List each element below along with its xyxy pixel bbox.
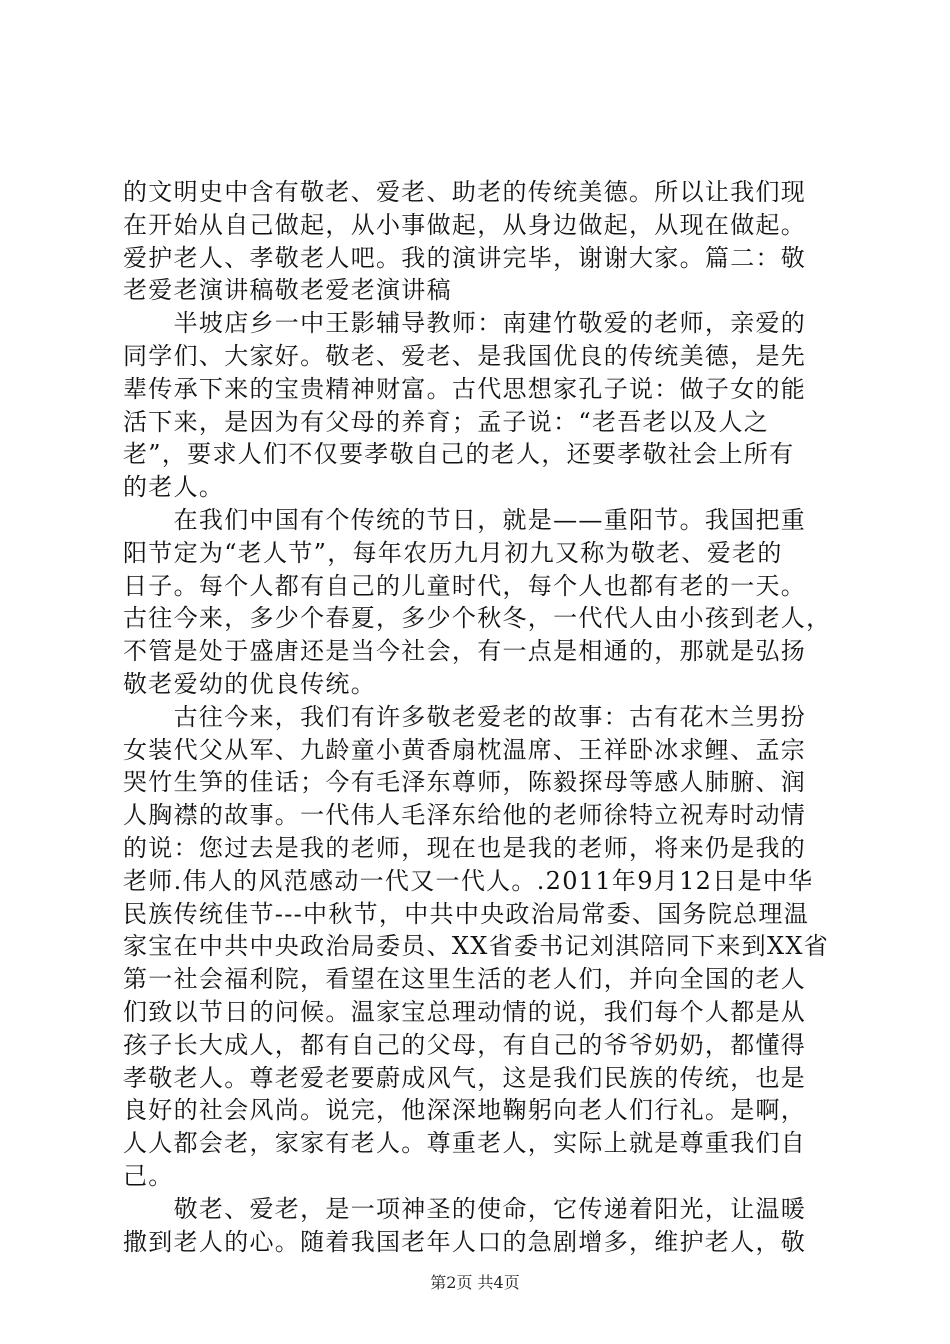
page-footer — [0, 1270, 950, 1293]
text-line: 敬老爱幼的优良传统。 — [123, 669, 376, 698]
text-line: 在开始从自己做起，从小事做起，从身边做起，从现在做起。 — [123, 210, 807, 239]
text-line: 老爱老演讲稿敬老爱老演讲稿 — [123, 276, 452, 305]
text-line: 撒到老人的心。随着我国老年人口的急剧增多，维护老人，敬 — [123, 1227, 807, 1256]
text-line: 敬老、爱老，是一项神圣的使命，它传递着阳光，让温暖 — [123, 1194, 807, 1223]
text-line: 民族传统佳节---中秋节，中共中央政治局常委、国务院总理温 — [123, 899, 810, 928]
text-line: 同学们、大家好。敬老、爱老、是我国优良的传统美德，是先 — [123, 341, 807, 370]
text-line: 活下来，是因为有父母的养育；孟子说：“老吾老以及人之 — [123, 407, 770, 436]
text-line: 辈传承下来的宝贵精神财富。古代思想家孔子说：做子女的能 — [123, 374, 807, 403]
text-line: 半坡店乡一中王影辅导教师：南建竹敬爱的老师，亲爱的 — [123, 309, 807, 338]
text-line: 爱护老人、孝敬老人吧。我的演讲完毕，谢谢大家。篇二：敬 — [123, 243, 807, 272]
text-line: 阳节定为“老人节”，每年农历九月初九又称为敬老、爱老的 — [123, 538, 783, 567]
text-line: 人胸襟的故事。一代伟人毛泽东给他的老师徐特立祝寿时动情 — [123, 801, 807, 830]
text-line: 古往今来，我们有许多敬老爱老的故事：古有花木兰男扮 — [123, 702, 807, 731]
text-line: 孩子长大成人，都有自己的父母，有自己的爷爷奶奶，都懂得 — [123, 1030, 807, 1059]
text-line: 老师.伟人的风范感动一代又一代人。.2011年9月12日是中华 — [123, 866, 814, 895]
text-line: 哭竹生笋的佳话；今有毛泽东尊师，陈毅探母等感人肺腑、润 — [123, 768, 807, 797]
page-number-label: 第2页 共4页 — [430, 1273, 520, 1292]
text-line: 人人都会老，家家有老人。尊重老人，实际上就是尊重我们自 — [123, 1129, 807, 1158]
text-line: 己。 — [123, 1161, 174, 1190]
text-line: 们致以节日的问候。温家宝总理动情的说，我们每个人都是从 — [123, 997, 807, 1026]
text-line: 日子。每个人都有自己的儿童时代，每个人也都有老的一天。 — [123, 571, 807, 600]
text-line: 良好的社会风尚。说完，他深深地鞠躬向老人们行礼。是啊， — [123, 1096, 807, 1125]
text-line: 家宝在中共中央政治局委员、XX省委书记刘淇陪同下来到XX省 — [123, 932, 830, 961]
text-line: 不管是处于盛唐还是当今社会，有一点是相通的，那就是弘扬 — [123, 637, 807, 666]
document-body — [123, 176, 833, 1258]
text-line: 老”，要求人们不仅要孝敬自己的老人，还要孝敬社会上所有 — [123, 440, 795, 469]
text-line: 女装代父从军、九龄童小黄香扇枕温席、王祥卧冰求鲤、孟宗 — [123, 735, 807, 764]
text-line: 古往今来，多少个春夏，多少个秋冬，一代代人由小孩到老人， — [123, 604, 832, 633]
text-line: 的说：您过去是我的老师，现在也是我的老师，将来仍是我的 — [123, 833, 807, 862]
text-line: 在我们中国有个传统的节日，就是——重阳节。我国把重 — [123, 505, 807, 534]
text-line: 的老人。 — [123, 473, 225, 502]
text-line: 孝敬老人。尊老爱老要蔚成风气，这是我们民族的传统，也是 — [123, 1063, 807, 1092]
text-line: 的文明史中含有敬老、爱老、助老的传统美德。所以让我们现 — [123, 178, 807, 206]
text-line: 第一社会福利院，看望在这里生活的老人们，并向全国的老人 — [123, 965, 807, 994]
